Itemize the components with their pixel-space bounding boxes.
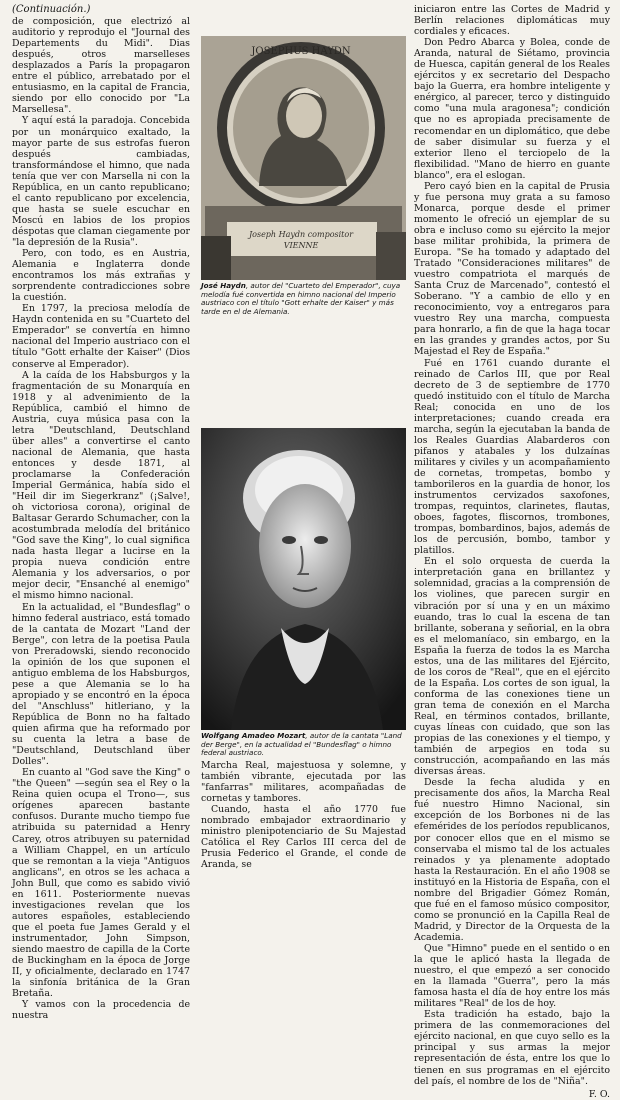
haydn-portrait-engraving	[201, 36, 406, 280]
article-column-1	[12, 4, 190, 1021]
article-column-3	[414, 4, 610, 1100]
engraving-plate-text: Joseph Haydn compositor VIENNE	[248, 230, 354, 250]
paragraph: En cuanto al "God save the King" o "the Queen" —según sea el Rey o la Reina quien ocupa el Trono—, sus orígenes aparecen bastante confusos. Durante mucho tiempo fue atribuida su paternidad a Henry Carey, otros atribuyen su paternidad a William Chappel, en un artículo que se remontan a la vieja "Antiguos anglicans", en otros se les achaca a John Bull, que como es sabido vivió en 1611. Posteriormente nuevas investigaciones revelan que los autores españoles, estableciendo que el poeta fue James Gerald y el instrumentador, John Simpson, siendo maestro de capilla de la Corte de Buckingham en la época de Jorge II, y oficialmente, declarado en 1747 la sinfonía británica de la Gran Bretaña.	[12, 767, 190, 1000]
continuation-kicker: (Continuación.)	[12, 4, 91, 15]
paragraph: Que "Himno" puede en el sentido o en la que le aplicó hasta la llegada de nuestro, el que empezó a ser conocido en la llamada "Guerra", pero la más famosa hasta el día de hoy entre los más militares "Real" de los de hoy.	[414, 942, 610, 1010]
paragraph: Marcha Real, majestuosa y solemne, y también vibrante, ejecutada por las "fanfarras" militares, acompañadas de cornetas y tambores.	[201, 760, 406, 805]
paragraph: Don Pedro Abarca y Bolea, conde de Aranda, natural de Siétamo, provincia de Huesca, capitán general de los Reales ejércitos y ex secretario del Despacho bajo la Guerra, era hombre inteligente y enérgico, al parecer, terco y distinguido como "una mula aragonesa"; condición que no es apropiada precisamente de recomendar en un diplomático, que debe de saber disimular su fuerza y el exterior lleno el terciopelo de la flexibilidad. "Mano de hierro en guante blanco", era el eslogan.	[414, 37, 610, 181]
paragraph: Cuando, hasta el año 1770 fue nombrado embajador extraordinario y ministro plenipotenciario de Su Majestad Católica el Rey Carlos III cerca del de Prusia Federico el Grande, el conde de Aranda, se	[201, 804, 406, 871]
paragraph: de composición, que electrizó al auditorio y reprodujo el "Journal des Departements du Midi". Dias después, otros marselleses desplazados a París la propagaron entre el público, arrebatado por el entusiasmo, en la capital de Francia, siendo por ello conocido por "La Marsellesa".	[12, 16, 190, 116]
paragraph: iniciaron entre las Cortes de Madrid y Berlín relaciones diplomáticas muy cordiales y eficaces.	[414, 4, 610, 38]
caption-text: , autor de la cantata "Land der Berge", en la actualidad el "Bundesflag" o himno federal austriaco.	[201, 731, 402, 758]
paragraph: Fué en 1761 cuando durante el reinado de Carlos III, que por Real decreto de 3 de septiembre de 1770 quedó instituido con el título de Marcha Real; conocida en uno de los interpretaciones; cuando creada era marcha, según la ejecutaban la banda de los Reales Guardias Alabarderos con pifanos y atabales y los dulzaínas militares y civiles y un acompañamiento de cornetas, trompetas, bombo y tamborileros en la guardia de honor, los instrumentos cervizados saxofones, trompas, requintos, clarinetes, flautas, oboes, fagotes, fliscornos, trombones, trompas, bombardinos, bajos, además de los de percusión, bombo, tambor y platillos.	[414, 357, 610, 557]
paragraph: A la caída de los Habsburgos y la fragmentación de su Monarquía en 1918 y al advenimiento de la República, cambió el himno de Austria, cuya música pasa con la letra "Deutschland, Deutschland über alles" a convertirse el canto nacional de Alemania, que hasta entonces y desde 1871, al proclamarse la Confederación Imperial Germánica, había sido el "Heil dir im Siegerkranz" (¡Salve!, oh victoriosa corona), original de Baltasar Gerardo Schumacher, con la acostumbrada melodía del británico "God save the King", lo cual significa nada hasta llegar a lucirse en la propia nueva condición entre Alemania y los adversarios, o por mejor decir, "Ensanché al enemigo" el mismo himno nacional.	[12, 369, 190, 602]
paragraph: Esta tradición ha estado, bajo la primera de las conmemoraciones del ejército nacional, en que cuyo sello es la principal y sus armas la mejor representación de ésta, entre los que lo tienen en sus programas en el ejército del país, el nombre de los de "Niña".	[414, 1009, 610, 1087]
paragraph: Pero cayó bien en la capital de Prusia y fue persona muy grata a su famoso Monarca, porque desde el primer momento le ofreció un ejemplar de su obra e incluso como su ejército la mejor base militar prohibida, la primera de Europa. "Se ha tomado y adaptado del Tratado "Consideraciones militares" de vuestro compatriota el marqués de Santa Cruz de Marcenado", contestó el Soberano. "Y a cambio de ello y en reconocimiento, voy a entregaros para vuestro Rey una marcha, compuesta para honrarlo, a fin de que la haga tocar en las grandes y grandes actos, por Su Majestad el Rey de España."	[414, 180, 610, 358]
paragraph: Y aquí está la paradoja. Concebida por un monárquico exaltado, la mayor parte de sus estrofas fueron después cambiadas, transformándose el himno, que nada tenía que ver con Marsella ni con la República, en un canto republicano; el canto republicano por excelencia, que hasta se suele escuchar en Moscú en labios de los propios déspotas que claman ciegamente por "la depresión de la Rusia".	[12, 115, 190, 248]
mozart-portrait-photo	[201, 428, 406, 730]
haydn-caption	[201, 282, 406, 316]
caption-text: , autor del "Cuarteto del Emperador", cuya melodía fué convertida en himno nacional del Imperio austriaco con el título "Gott erhalte der Kaiser" y más tarde en el de Alemania.	[201, 281, 401, 316]
paragraph: En 1797, la preciosa melodía de Haydn contenida en su "Cuarteto del Emperador" se convertía en himno nacional del Imperio austriaco con el título "Gott erhalte der Kaiser" (Dios conserve al Emperador).	[12, 303, 190, 370]
haydn-portrait-illustration	[201, 36, 406, 280]
engraving-ring-inscription: JOSEPHUS HAYDN	[251, 46, 351, 57]
caption-name: José Haydn	[201, 281, 246, 290]
paragraph: Pero, con todo, es en Austria, Alemania e Inglaterra donde encontramos los más extrañas y sorprendente contradicciones sobre la cuestión.	[12, 248, 190, 304]
mozart-portrait-illustration	[201, 428, 406, 730]
caption-name: Wolfgang Amadeo Mozart	[201, 731, 306, 740]
article-column-2	[201, 760, 406, 870]
paragraph: En el solo orquesta de cuerda la interpretación gana en brillantez y solemnidad, gracias a la comprensión de los violines, que parecen surgir en vibración por sí una y en un máximo euando, tras lo cual la escena de tan brillante, soberana y señorial, en la obra es el melomaníaco, sin embargo, en la España la fuerza de todos la es Marcha estos, una de las militares del Ejército, de los coros de "Real", que en el ejército de la España. Los cortes de son igual, la conforma de las conexiones tiene un gran tema de conexión en el Marcha Real, en términos contados, brillante, cuyas líneas con cuidado, que son las propias de las conexiones y el tiempo, y también de arpegios en toda su construcción, acompañando en las más diversas áreas.	[414, 556, 610, 778]
paragraph: Desde la fecha aludida y en precisamente dos años, la Marcha Real fué nuestro Himno Nacional, sin excepción de los Borbones ni de las efemérides de los períodos republicanos, por conocer ellos que en el mismo se conservaba el mismo tal de los actuales reinados y ya plenamente adoptado hasta la Restauración. En el año 1908 se instituyó en la Historia de España, con el nombre del Brigadier Gómez Román, que fué en el famoso músico compositor, como se pronunció en la Capilla Real de Madrid, y Director de la Orquesta de la Academia.	[414, 777, 610, 943]
mozart-caption	[201, 732, 406, 758]
paragraph: Y vamos con la procedencia de nuestra	[12, 999, 190, 1022]
paragraph: En la actualidad, el "Bundesflag" o himno federal austriaco, está tomado de la cantata de Mozart "Land der Berge", con letra de la poetisa Paula von Preradowski, siendo reconocido la opinión de los que suponen el antiguo emblema de los Habsburgos, pese a que Alemania se lo ha apropiado y se encontró en la época del "Anschluss" hitleriano, y la República de Bonn no ha faltado quien afirma que ha reformado por su cuenta la letra a base de "Deutschland, Deutschland über Dolles".	[12, 601, 190, 768]
author-initials: F. O.	[588, 1088, 610, 1100]
